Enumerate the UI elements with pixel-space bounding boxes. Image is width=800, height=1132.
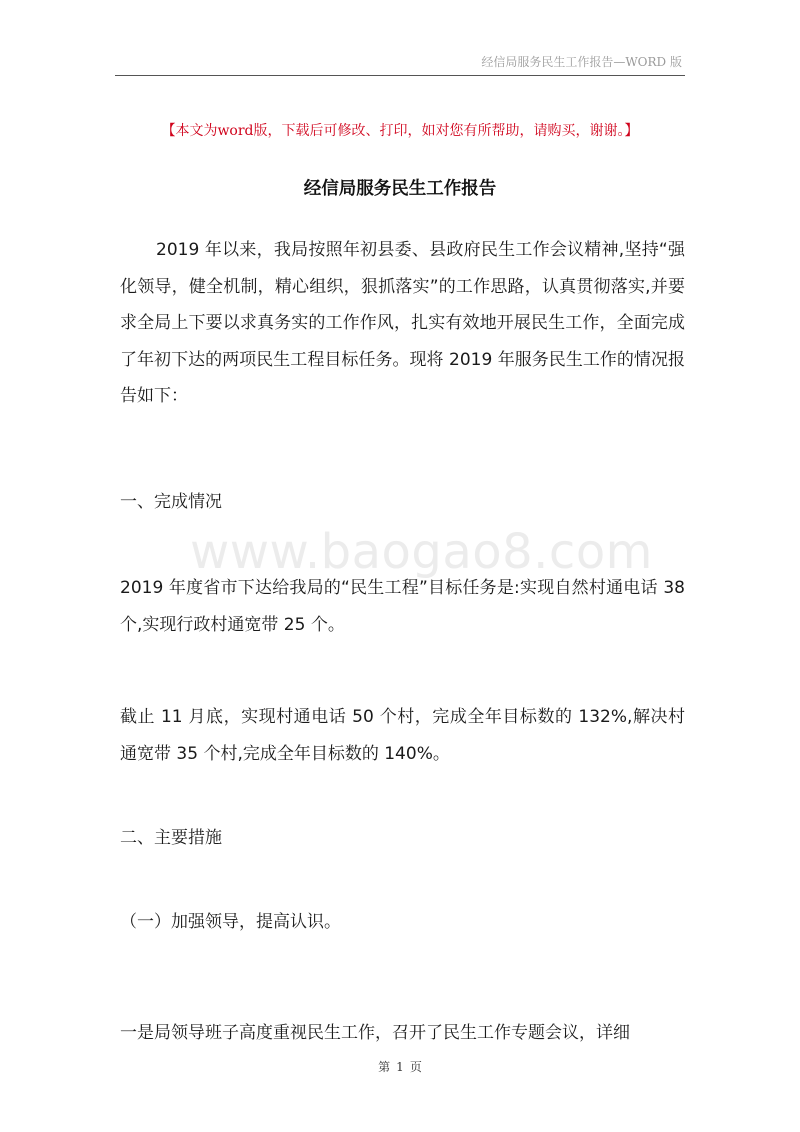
document-title: 经信局服务民生工作报告 xyxy=(303,179,497,199)
subsection-heading-leadership: （一）加强领导，提高认识。 xyxy=(120,912,341,932)
page-number: 1 xyxy=(396,1060,404,1074)
section-heading-completion: 一、完成情况 xyxy=(120,492,222,512)
paragraph-leadership: 一是局领导班子高度重视民生工作，召开了民生工作专题会议，详细 xyxy=(120,1023,630,1043)
footer-prefix: 第 xyxy=(378,1060,391,1074)
section-heading-measures: 二、主要措施 xyxy=(120,828,222,848)
purchase-notice: 【本文为word版，下载后可修改、打印，如对您有所帮助，请购买，谢谢。】 xyxy=(161,123,639,139)
header-divider xyxy=(115,75,685,76)
paragraph-intro: 2019 年以来，我局按照年初县委、县政府民生工作会议精神,坚持“强化领导，健全机制，精心组织，狠抓落实”的工作思路，认真贯彻落实,并要求全局上下要以求真务实的工作作风，扎实有效地开展民生工作，全面完成了年初下达的两项民生工程目标任务。现将 2019 年服务民生工作的情况报告如下： xyxy=(120,240,685,406)
footer-suffix: 页 xyxy=(409,1060,422,1074)
running-header: 经信局服务民生工作报告—WORD 版 xyxy=(481,55,682,69)
page-footer xyxy=(0,1058,800,1075)
watermark: www.baogao8.com xyxy=(190,524,653,580)
paragraph-progress: 截止 11 月底，实现村通电话 50 个村，完成全年目标数的 132%,解决村通宽带 35 个村,完成全年目标数的 140%。 xyxy=(120,707,685,764)
paragraph-targets: 2019 年度省市下达给我局的“民生工程”目标任务是:实现自然村通电话 38 个,实现行政村通宽带 25 个。 xyxy=(120,578,685,635)
